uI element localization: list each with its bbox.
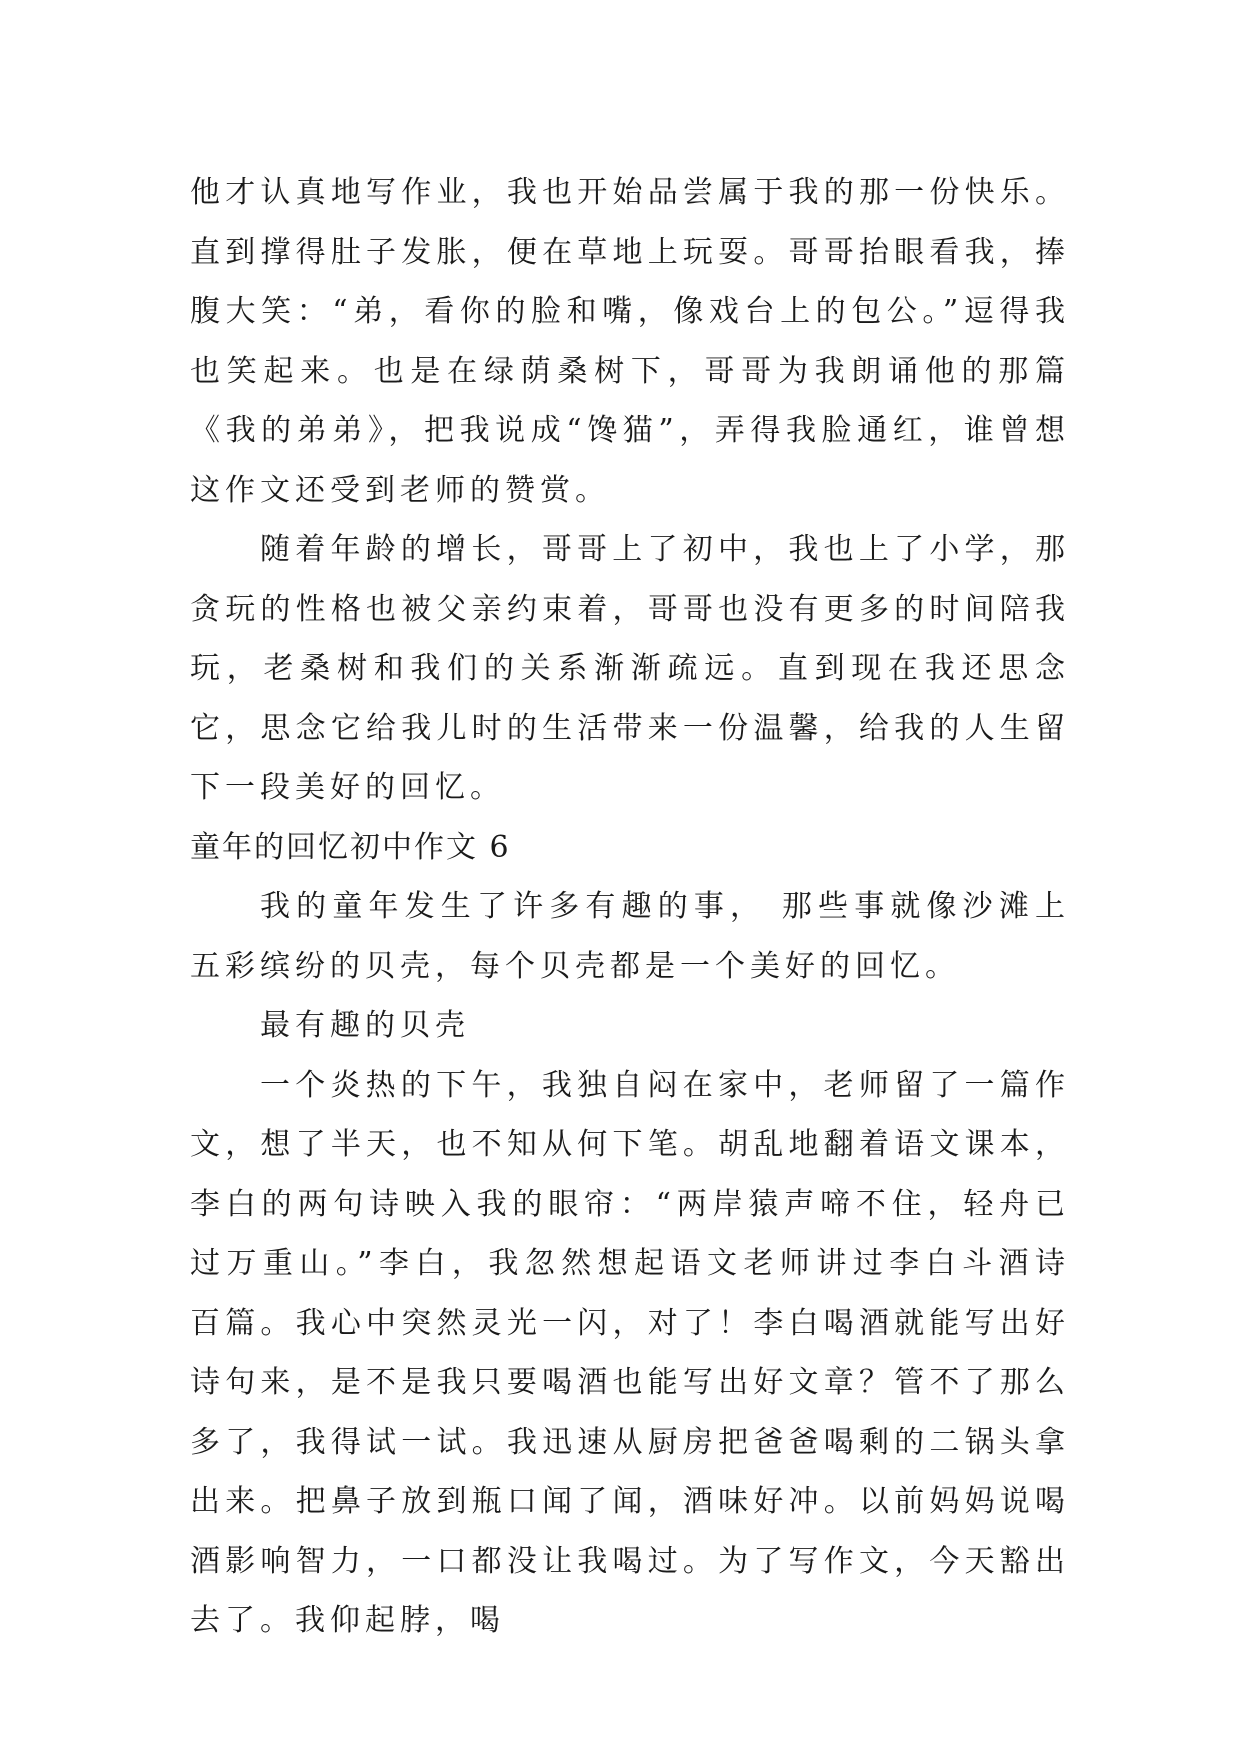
paragraph: 一个炎热的下午，我独自闷在家中，老师留了一篇作文，想了半天，也不知从何下笔。胡乱地翻着语文课本，李白的两句诗映入我的眼帘：“两岸猿声啼不住，轻舟已过万重山。”李白，我忽然想起语文老师讲过李白斗酒诗百篇。我心中突然灵光一闪，对了！李白喝酒就能写出好诗句来，是不是我只要喝酒也能写出好文章？管不了那么多了，我得试一试。我迅速从厨房把爸爸喝剩的二锅头拿出来。把鼻子放到瓶口闻了闻，酒味好冲。以前妈妈说喝酒影响智力，一口都没让我喝过。为了写作文，今天豁出去了。我仰起脖，喝 [190,1067,1070,1638]
document-body [190,163,1070,1651]
subheading-paragraph: 最有趣的贝壳 [260,1008,470,1043]
paragraph: 他才认真地写作业，我也开始品尝属于我的那一份快乐。直到撑得肚子发胀，便在草地上玩耍。哥哥抬眼看我，捧腹大笑：“弟，看你的脸和嘴，像戏台上的包公。”逗得我也笑起来。也是在绿荫桑树下，哥哥为我朗诵他的那篇《我的弟弟》，把我说成“馋猫”，弄得我脸通红，谁曾想这作文还受到老师的赞赏。 [190,175,1070,508]
section-heading: 童年的回忆初中作文 6 [190,829,511,865]
paragraph: 随着年龄的增长，哥哥上了初中，我也上了小学，那贪玩的性格也被父亲约束着，哥哥也没有更多的时间陪我玩，老桑树和我们的关系渐渐疏远。直到现在我还思念它，思念它给我儿时的生活带来一份温馨，给我的人生留下一段美好的回忆。 [190,532,1070,805]
paragraph: 我的童年发生了许多有趣的事， 那些事就像沙滩上五彩缤纷的贝壳，每个贝壳都是一个美好的回忆。 [190,889,1070,984]
